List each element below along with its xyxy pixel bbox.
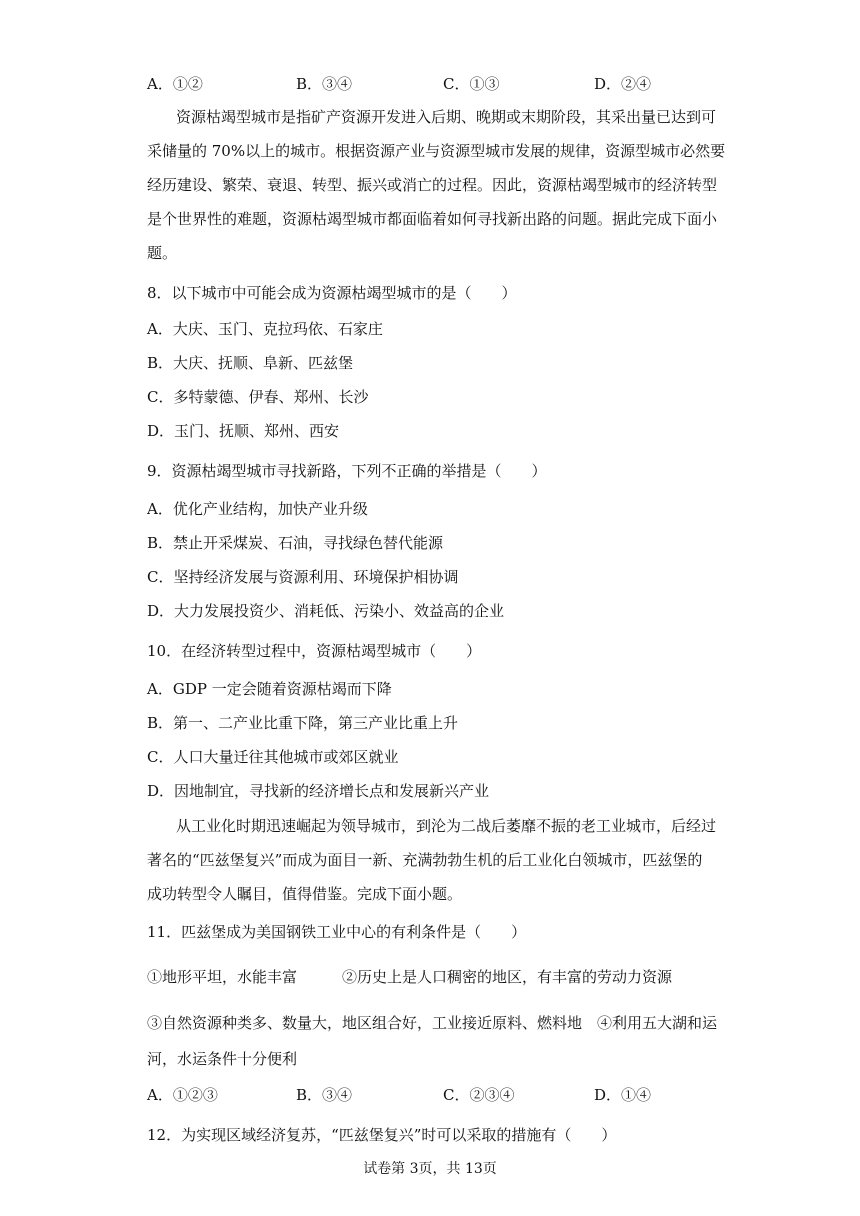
answer-option: B．大庆、抚顺、阜新、匹兹堡: [147, 354, 354, 372]
answer-option: D．玉门、抚顺、郑州、西安: [147, 422, 340, 440]
question-stem: 9．资源枯竭型城市寻找新路，下列不正确的举措是（ ）: [147, 462, 547, 480]
question-stem: 11．匹兹堡成为美国钢铁工业中心的有利条件是（ ）: [147, 923, 527, 941]
option-d: D．②④: [594, 75, 652, 93]
answer-option: B．禁止开采煤炭、石油，寻找绿色替代能源: [147, 534, 444, 552]
passage-line: 是个世界性的难题，资源枯竭型城市都面临着如何寻找新出路的问题。据此完成下面小: [147, 210, 718, 228]
answer-option: C．坚持经济发展与资源利用、环境保护相协调: [147, 568, 459, 586]
option-c: C．①③: [443, 75, 500, 93]
answer-option: D．大力发展投资少、消耗低、污染小、效益高的企业: [147, 602, 505, 620]
statement-line: 河，水运条件十分便利: [147, 1050, 298, 1068]
option-a: A．①②③: [147, 1086, 218, 1104]
statement-line: ①地形平坦，水能丰富 ②历史上是人口稠密的地区，有丰富的劳动力资源: [147, 968, 673, 986]
answer-option: A．大庆、玉门、克拉玛依、石家庄: [147, 320, 383, 338]
passage-line: 资源枯竭型城市是指矿产资源开发进入后期、晚期或末期阶段，其采出量已达到可: [176, 108, 717, 126]
statement-line: ③自然资源种类多、数量大，地区组合好，工业接近原料、燃料地 ④利用五大湖和运: [147, 1014, 718, 1032]
passage-line: 采储量的 70%以上的城市。根据资源产业与资源型城市发展的规律，资源型城市必然要: [147, 142, 726, 160]
option-b: B．③④: [296, 1086, 353, 1104]
option-c: C．②③④: [443, 1086, 515, 1104]
passage-line: 题。: [147, 244, 178, 262]
option-b: B．③④: [296, 75, 353, 93]
answer-option: C．人口大量迁往其他城市或郊区就业: [147, 748, 399, 766]
answer-option: D．因地制宜，寻找新的经济增长点和发展新兴产业: [147, 782, 490, 800]
question-stem: 8．以下城市中可能会成为资源枯竭型城市的是（ ）: [147, 284, 517, 302]
question-stem: 10．在经济转型过程中，资源枯竭型城市（ ）: [147, 642, 482, 660]
passage-line: 成功转型令人瞩目，值得借鉴。完成下面小题。: [147, 885, 463, 903]
answer-option: A．GDP 一定会随着资源枯竭而下降: [147, 680, 392, 698]
question-stem: 12．为实现区域经济复苏，“匹兹堡复兴”时可以采取的措施有（ ）: [147, 1126, 617, 1144]
page-footer: 试卷第 3页，共 13页: [363, 1161, 497, 1177]
answer-option: C．多特蒙德、伊春、郑州、长沙: [147, 388, 369, 406]
option-d: D．①④: [594, 1086, 652, 1104]
passage-line: 经历建设、繁荣、衰退、转型、振兴或消亡的过程。因此，资源枯竭型城市的经济转型: [147, 176, 718, 194]
passage-line: 著名的“匹兹堡复兴”而成为面目一新、充满勃勃生机的后工业化白领城市，匹兹堡的: [147, 851, 703, 869]
option-a: A．①②: [147, 75, 203, 93]
passage-line: 从工业化时期迅速崛起为领导城市，到沦为二战后萎靡不振的老工业城市，后经过: [176, 817, 717, 835]
answer-option: B．第一、二产业比重下降，第三产业比重上升: [147, 714, 459, 732]
answer-option: A．优化产业结构，加快产业升级: [147, 500, 368, 518]
